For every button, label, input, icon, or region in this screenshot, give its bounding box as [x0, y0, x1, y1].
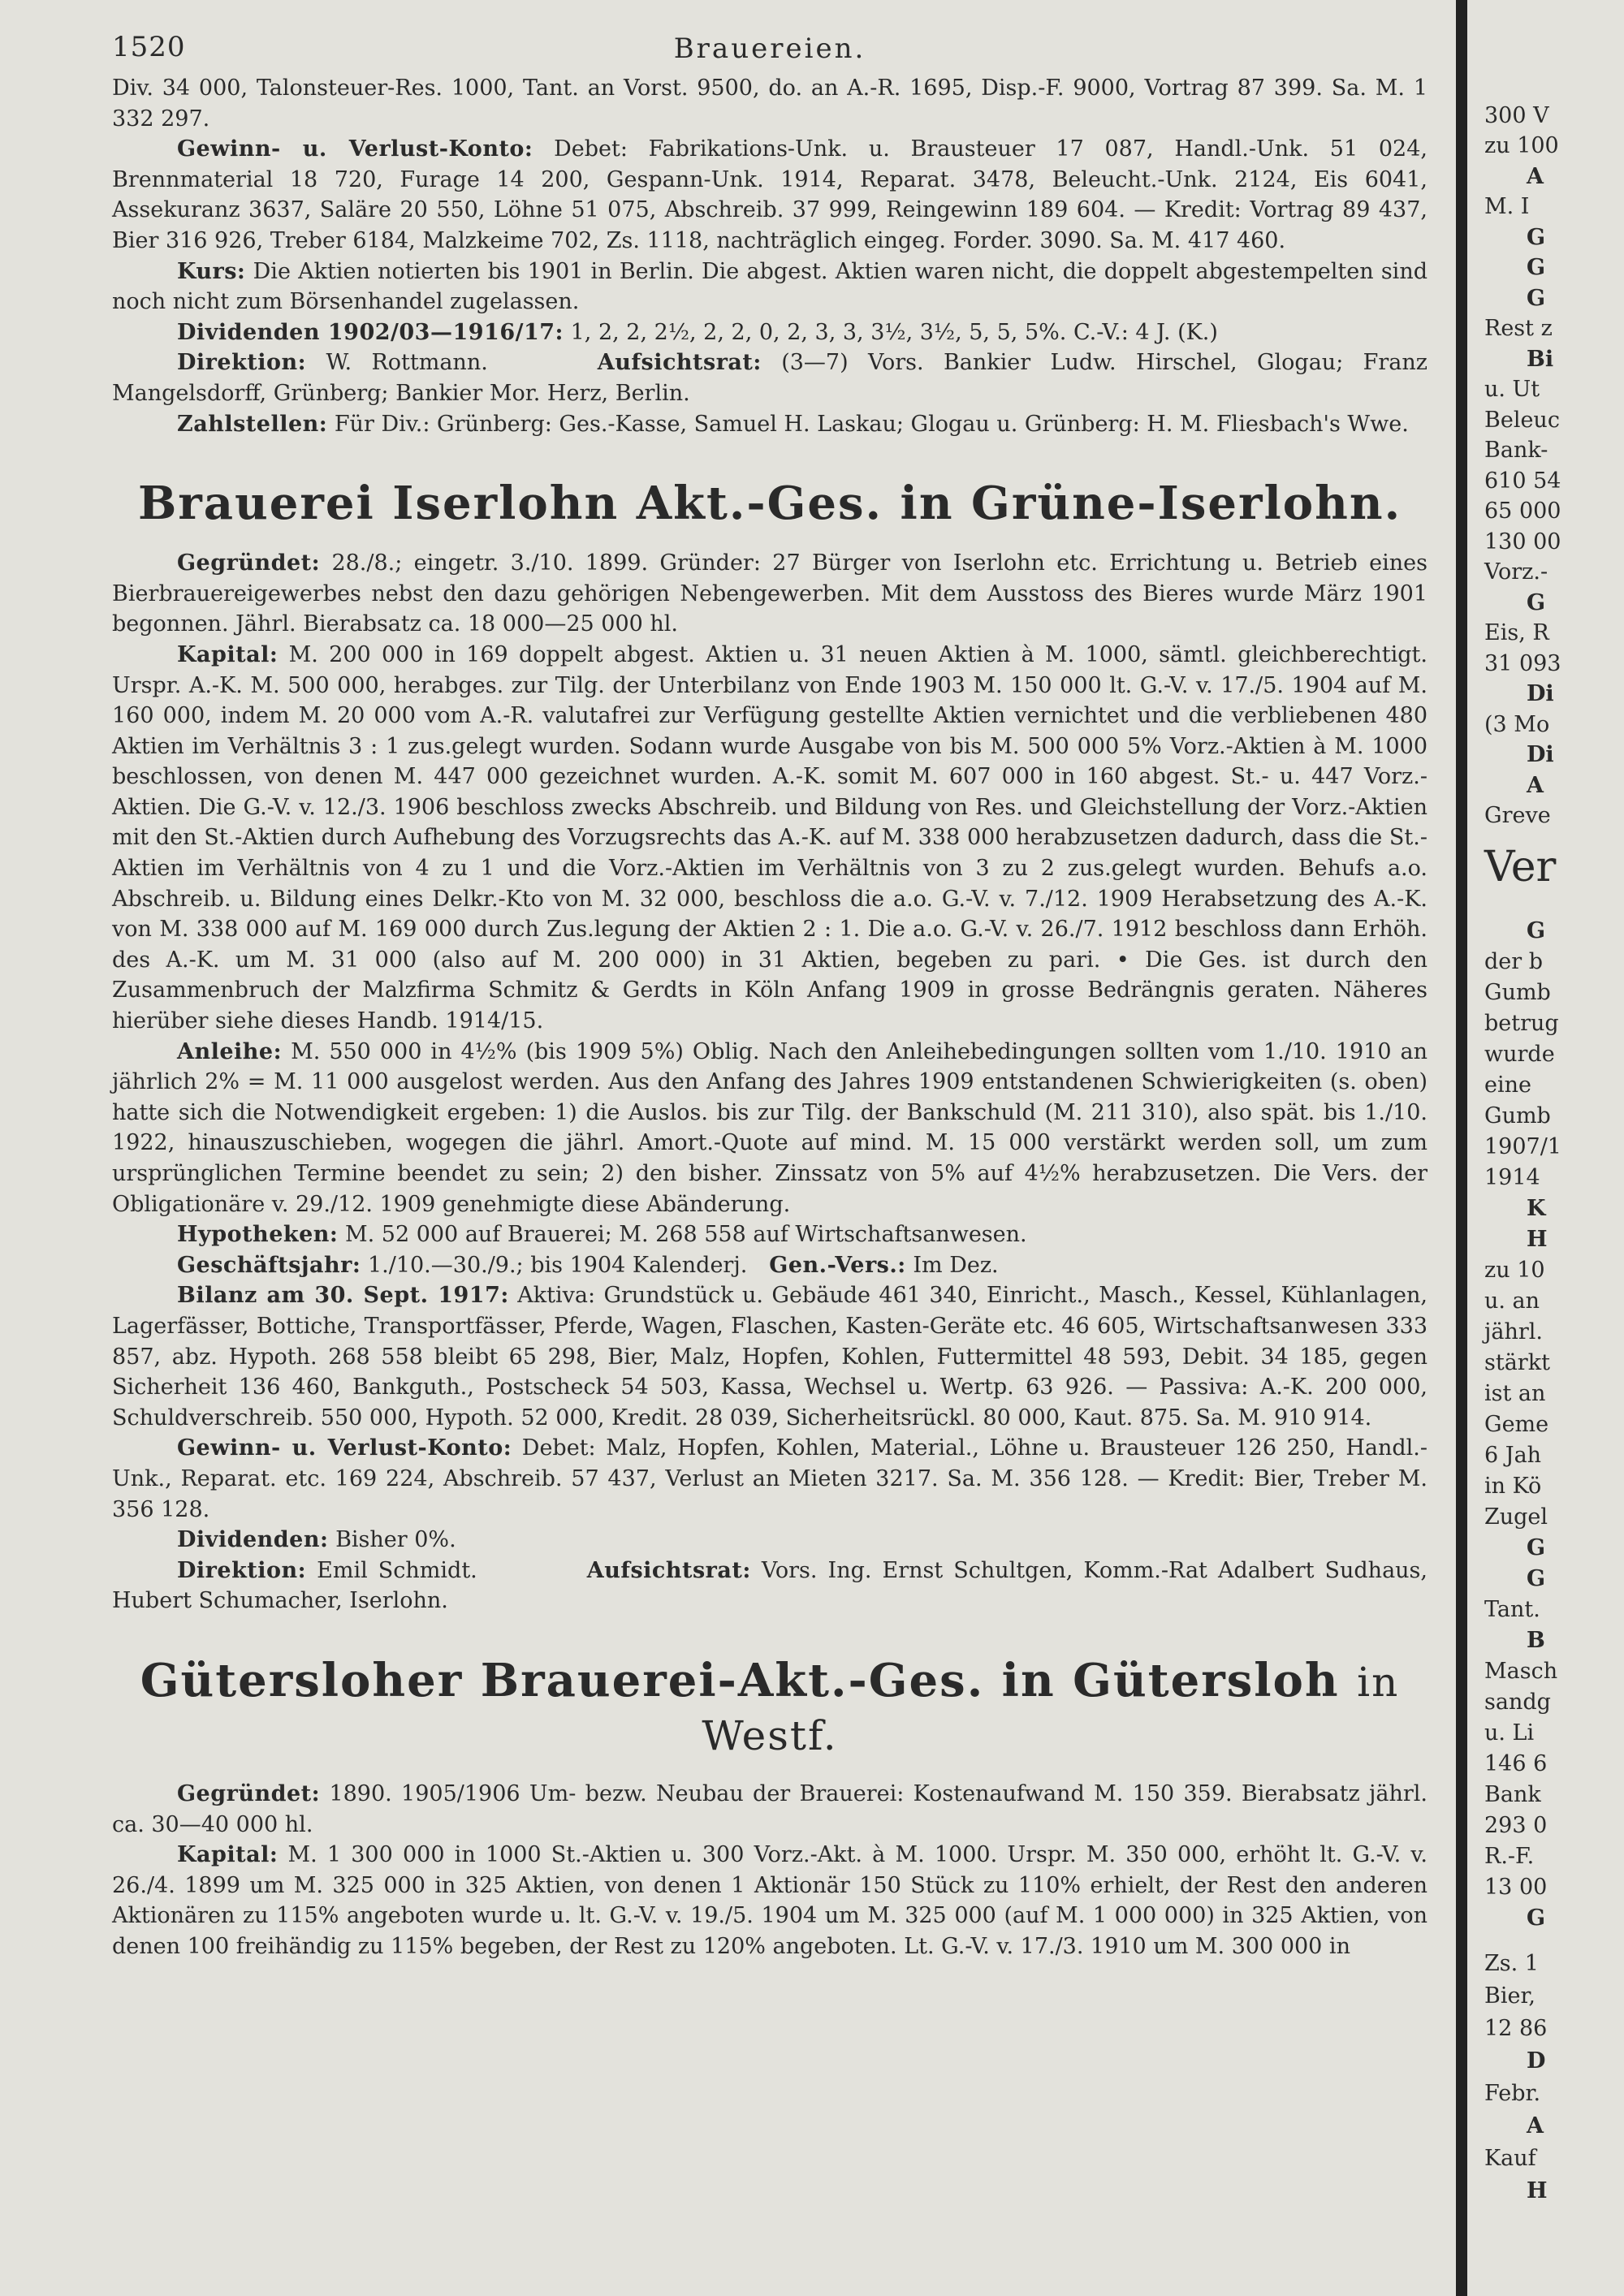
right-column-fragment: Zs. 1	[1484, 1951, 1539, 1976]
iserlohn-dividenden-text: Bisher 0%.	[335, 1527, 456, 1553]
right-column-fragment: 1914	[1484, 1165, 1540, 1190]
right-column-fragment: G	[1527, 1905, 1546, 1931]
guetersloh-title-main: Gütersloher Brauerei-Akt.-Ges. in Gütersloh	[140, 1653, 1340, 1707]
top-dividenden-text: 1, 2, 2, 2½, 2, 2, 0, 2, 3, 3, 3½, 3½, 5, 5, 5%. C.-V.: 4 J. (K.)	[570, 319, 1218, 345]
right-column-fragment: Kauf	[1484, 2146, 1536, 2171]
top-direktion-text: W. Rottmann.	[326, 350, 488, 376]
right-column-fragment: Bank	[1484, 1782, 1541, 1807]
right-column-fragment: G	[1527, 1566, 1546, 1591]
right-column-fragment: Gumb	[1484, 1103, 1551, 1129]
iserlohn-aufsichtsrat-label: Aufsichtsrat:	[586, 1557, 751, 1583]
iserlohn-bilanz-paragraph	[112, 1280, 1427, 1433]
top-dividenden-label: Dividenden 1902/03—1916/17:	[177, 319, 564, 345]
top-dividenden-paragraph	[112, 317, 1427, 348]
iserlohn-dividenden-label: Dividenden:	[177, 1527, 329, 1553]
right-column-fragment: Masch	[1484, 1659, 1558, 1684]
iserlohn-gegruendet-paragraph	[112, 548, 1427, 640]
guetersloh-gegruendet-text: 1890. 1905/1906 Um- bezw. Neubau der Brauerei: Kostenaufwand M. 150 359. Bierabsatz jährl. ca. 30—40 000 hl.	[112, 1780, 1428, 1837]
top-guv-paragraph	[112, 134, 1427, 256]
iserlohn-dividenden-paragraph	[112, 1525, 1427, 1556]
right-column-fragment: jährl.	[1484, 1319, 1543, 1344]
right-column-fragment: Tant.	[1484, 1597, 1540, 1622]
right-column-fragment: M. I	[1484, 194, 1530, 219]
iserlohn-hypotheken-paragraph	[112, 1219, 1427, 1250]
iserlohn-guv-text: Debet: Malz, Hopfen, Kohlen, Material., Löhne u. Brausteuer 126 250, Handl.-Unk., Reparat. etc. 169 224, Abschreib. 57 437, Verlust an Mieten 3217. Sa. M. 356 128. — Kredit: Bier, Treber M. 356 128.	[112, 1435, 1427, 1522]
right-column-fragment: Bank-	[1484, 438, 1548, 463]
top-kurs-text: Die Aktien notierten bis 1901 in Berlin. Die abgest. Aktien waren nicht, die doppelt abgestempelten sind noch nicht zum Börsenhandel zugelassen.	[112, 258, 1427, 315]
iserlohn-guv-label: Gewinn- u. Verlust-Konto:	[177, 1435, 512, 1461]
iserlohn-geschaeftsjahr-paragraph	[112, 1250, 1427, 1281]
right-column-fragment: H	[1527, 1227, 1548, 1252]
right-column-fragment: Di	[1527, 681, 1554, 706]
top-zahlstellen-label: Zahlstellen:	[177, 411, 328, 437]
right-column-fragment: in Kö	[1484, 1474, 1542, 1499]
right-column-fragment: G	[1527, 225, 1546, 250]
right-column-fragment: Geme	[1484, 1412, 1549, 1437]
right-column-fragment: der b	[1484, 949, 1544, 974]
guetersloh-title	[112, 1654, 1427, 1761]
top-guv-text: Debet: Fabrikations-Unk. u. Brausteuer 17 087, Handl.-Unk. 51 024, Brennmaterial 18 720, Furage 14 200, Gespann-Unk. 1914, Reparat. 3478, Beleucht.-Unk. 2124, Eis 6041, Assekuranz 3637, Saläre 20 550, Löhne 51 075, Abschreib. 37 999, Reingewinn 189 604. — Kredit: Vortrag 89 437, Bier 316 926, Treber 6184, Malzkeime 702, Zs. 1118, nachträglich eingeg. Forder. 3090. Sa. M. 417 460.	[112, 136, 1427, 253]
right-column-fragment: Vorz.-	[1484, 559, 1548, 585]
top-zahlstellen-text: Für Div.: Grünberg: Ges.-Kasse, Samuel H. Laskau; Glogau u. Grünberg: H. M. Fliesbach's Wwe.	[334, 411, 1409, 437]
iserlohn-gegruendet-text: 28./8.; eingetr. 3./10. 1899. Gründer: 27 Bürger von Iserlohn etc. Errichtung u. Betrieb eines Bierbrauereigewerbes nebst den dazu gehörigen Nebengewerben. Mit dem Ausstoss des Bieres wurde März 1901 begonnen. Jährl. Bierabsatz ca. 18 000—25 000 hl.	[112, 550, 1427, 637]
right-column-fragment: wurde	[1484, 1042, 1555, 1067]
column-divider	[1456, 0, 1467, 2296]
guetersloh-gegruendet-paragraph	[112, 1779, 1427, 1840]
right-column-fragment: G	[1527, 255, 1546, 280]
right-column-fragment: G	[1527, 590, 1546, 615]
top-div-line: Div. 34 000, Talonsteuer-Res. 1000, Tant. an Vorst. 9500, do. an A.-R. 1695, Disp.-F. 9000, Vortrag 87 399. Sa. M. 1 332 297.	[112, 76, 1427, 132]
running-head: Brauereien.	[673, 32, 866, 65]
right-column-fragment: 31 093	[1484, 651, 1561, 676]
iserlohn-anleihe-text: M. 550 000 in 4½% (bis 1909 5%) Oblig. Nach den Anleihebedingungen sollten vom 1./10. 1910 an jährlich 2% = M. 11 000 ausgelost werden. Aus den Anfang des Jahres 1909 entstandenen Schwierigkeiten (s. oben) hatte sich die Notwendigkeit ergeben: 1) die Auslos. bis zur Tilg. der Bankschuld (M. 211 310), also spät. bis 1./10. 1922, hinauszuschieben, wogegen die jährl. Amort.-Quote auf mind. M. 15 000 verstärkt werden soll, um zum ursprünglichen Termine beendet zu sein; 2) den bisher. Zinssatz von 5% auf 4½% herabzusetzen. Die Vers. der Obligationäre v. 29./12. 1909 genehmigte diese Abänderung.	[112, 1038, 1428, 1217]
top-aufsichtsrat-label: Aufsichtsrat:	[597, 350, 762, 376]
right-column-fragment: A	[1527, 164, 1544, 189]
right-column-fragment: Zugel	[1484, 1504, 1548, 1530]
right-column-fragment: 13 00	[1484, 1875, 1548, 1900]
right-column-fragment: Greve	[1484, 803, 1551, 828]
main-column	[112, 24, 1427, 1962]
right-column-fragment: Febr.	[1484, 2081, 1541, 2106]
iserlohn-kapital-paragraph	[112, 640, 1427, 1037]
right-column-fragment: u. Ut	[1484, 377, 1540, 402]
right-column-fragment: Eis, R	[1484, 620, 1549, 645]
right-column-fragment: stärkt	[1484, 1350, 1550, 1375]
right-column-fragment: u. an	[1484, 1288, 1540, 1314]
guetersloh-gegruendet-label: Gegründet:	[177, 1780, 321, 1806]
right-column-fragment: D	[1527, 2048, 1546, 2074]
right-column-fragment: R.-F.	[1484, 1844, 1535, 1869]
iserlohn-genvers-text: Im Dez.	[913, 1252, 999, 1278]
right-column-fragment: Rest z	[1484, 316, 1553, 341]
iserlohn-bilanz-label: Bilanz am 30. Sept. 1917:	[177, 1283, 509, 1309]
right-column-fragment: 610 54	[1484, 468, 1561, 494]
iserlohn-anleihe-label: Anleihe:	[177, 1038, 283, 1064]
iserlohn-direktion-text: Emil Schmidt.	[317, 1557, 477, 1583]
top-kurs-label: Kurs:	[177, 258, 246, 284]
page-header	[112, 24, 1427, 73]
guetersloh-title-small: in Westf.	[702, 1658, 1400, 1759]
right-column-fragment: G	[1527, 286, 1546, 311]
right-column-fragment: Di	[1527, 742, 1554, 767]
right-column-fragment: Gumb	[1484, 980, 1551, 1005]
top-guv-label: Gewinn- u. Verlust-Konto:	[177, 136, 533, 162]
guetersloh-kapital-paragraph	[112, 1840, 1427, 1962]
right-column-fragment: sandg	[1484, 1690, 1551, 1715]
right-column-fragment: K	[1527, 1196, 1546, 1221]
top-kurs-paragraph	[112, 257, 1427, 317]
right-column-fragment: ist an	[1484, 1381, 1546, 1406]
right-column-fragment: Ver	[1484, 843, 1557, 891]
right-column-fragment: H	[1527, 2178, 1548, 2203]
iserlohn-geschaeftsjahr-text: 1./10.—30./9.; bis 1904 Kalenderj.	[367, 1252, 748, 1278]
right-column-fragment: A	[1527, 2113, 1544, 2138]
right-column-fragment: zu 10	[1484, 1258, 1545, 1283]
right-column-fragment: Bier,	[1484, 1983, 1535, 2009]
right-column-fragment: zu 100	[1484, 133, 1559, 158]
right-column-fragment: 293 0	[1484, 1813, 1548, 1838]
iserlohn-anleihe-paragraph	[112, 1037, 1427, 1220]
iserlohn-genvers-label: Gen.-Vers.:	[769, 1252, 906, 1278]
right-column-fragment: 1907/1	[1484, 1134, 1561, 1159]
right-column-fragment: Beleuc	[1484, 408, 1560, 433]
right-column-fragments	[1478, 0, 1624, 2296]
guetersloh-kapital-label: Kapital:	[177, 1842, 279, 1868]
right-column-fragment: G	[1527, 1535, 1546, 1560]
right-column-fragment: A	[1527, 773, 1544, 798]
iserlohn-bilanz-text: Aktiva: Grundstück u. Gebäude 461 340, Einricht., Masch., Kessel, Kühlanlagen, Lagerfässer, Bottiche, Transportfässer, Pferde, Wagen, Flaschen, Kasten-Geräte etc. 46 605, Wirtschaftsanwesen 333 857, abz. Hypoth. 268 558 bleibt 65 298, Bier, Malz, Hopfen, Kohlen, Futtermittel 48 593, Debit. 34 185, gegen Sicherheit 136 460, Bankguth., Postscheck 54 503, Kassa, Wechsel u. Wertp. 63 926. — Passiva: A.-K. 200 000, Schuldverschreib. 550 000, Hypoth. 52 000, Kredit. 28 039, Sicherheitsrückl. 80 000, Kaut. 875. Sa. M. 910 914.	[112, 1283, 1427, 1431]
right-column-fragment: betrug	[1484, 1011, 1559, 1036]
right-column-fragment: (3 Mo	[1484, 712, 1550, 737]
iserlohn-guv-paragraph	[112, 1433, 1427, 1525]
iserlohn-title: Brauerei Iserlohn Akt.-Ges. in Grüne-Iserlohn.	[137, 477, 1402, 531]
iserlohn-kapital-label: Kapital:	[177, 641, 279, 667]
right-column-fragment: 300 V	[1484, 103, 1549, 128]
right-column-fragment: u. Li	[1484, 1720, 1535, 1746]
iserlohn-gegruendet-label: Gegründet:	[177, 550, 321, 576]
right-column-fragment: 6 Jah	[1484, 1443, 1542, 1468]
top-aufsichtsrat-text: (3—7) Vors. Bankier Ludw. Hirschel, Glogau; Franz Mangelsdorff, Grünberg; Bankier Mor. Herz, Berlin.	[112, 350, 1427, 406]
right-column-fragment: Bi	[1527, 347, 1554, 372]
guetersloh-kapital-text: M. 1 300 000 in 1000 St.-Aktien u. 300 Vorz.-Akt. à M. 1000. Urspr. M. 350 000, erhöht lt. G.-V. v. 26./4. 1899 um M. 325 000 in 325 Aktien, von denen 1 Aktionär 150 Stück zu 110% erhielt, der Rest den anderen Aktionären zu 115% angeboten wurde u. lt. G.-V. v. 19./5. 1904 um M. 325 000 (auf M. 1 000 000) in 325 Aktien, von denen 100 freihändig zu 115% begeben, der Rest zu 120% angeboten. Lt. G.-V. v. 17./3. 1910 um M. 300 000 in	[112, 1842, 1427, 1959]
iserlohn-direktion-label: Direktion:	[177, 1557, 307, 1583]
iserlohn-geschaeftsjahr-label: Geschäftsjahr:	[177, 1252, 361, 1278]
right-column-fragment: 65 000	[1484, 498, 1561, 524]
iserlohn-aufsichtsrat-text: Vors. Ing. Ernst Schultgen, Komm.-Rat Adalbert Sudhaus, Hubert Schumacher, Iserlohn.	[112, 1557, 1427, 1614]
iserlohn-kapital-text: M. 200 000 in 169 doppelt abgest. Aktien u. 31 neuen Aktien à M. 1000, sämtl. gleichberechtigt. Urspr. A.-K. M. 500 000, herabges. zur Tilg. der Unterbilanz von Ende 1903 M. 150 000 lt. G.-V. v. 17./5. 1904 auf M. 160 000, indem M. 20 000 vom A.-R. valutafrei zur Verfügung gestellte Aktien vernichtet und die verbliebenen 480 Aktien im Verhältnis 3 : 1 zus.gelegt wurden. Sodann wurde Ausgabe von bis M. 500 000 5% Vorz.-Aktien à M. 1000 beschlossen, von denen M. 447 000 gezeichnet wurden. A.-K. somit M. 607 000 in 160 abgest. St.- u. 447 Vorz.-Aktien. Die G.-V. v. 12./3. 1906 beschloss zwecks Abschreib. und Bildung von Res. und Gleichstellung der Vorz.-Aktien mit den St.-Aktien durch Aufhebung des Vorzugsrechts das A.-K. auf M. 338 000 herabzusetzen dadurch, dass die St.-Aktien im Verhältnis von 4 zu 1 und die Vorz.-Aktien im Verhältnis von 3 zu 2 zus.gelegt wurden. Behufs a.o. Abschreib. u. Bildung eines Delkr.-Kto von M. 32 000, beschloss die a.o. G.-V. v. 7./12. 1909 Herabsetzung des A.-K. von M. 338 000 auf M. 169 000 durch Zus.legung der Aktien 2 : 1. Die a.o. G.-V. v. 26./7. 1912 beschloss dann Erhöh. des A.-K. um M. 31 000 (also auf M. 200 000) in 31 Aktien, begeben zu pari. • Die Ges. ist durch den Zusammenbruch der Malzfirma Schmitz & Gerdts in Köln Anfang 1909 in grosse Bedrängnis geraten. Näheres hierüber siehe dieses Handb. 1914/15.	[112, 641, 1427, 1034]
right-column-fragment: eine	[1484, 1072, 1531, 1098]
iserlohn-hypotheken-text: M. 52 000 auf Brauerei; M. 268 558 auf Wirtschaftsanwesen.	[344, 1222, 1027, 1248]
right-column-fragment: 12 86	[1484, 2016, 1548, 2041]
iserlohn-direktion-paragraph	[112, 1556, 1427, 1616]
top-zahlstellen-paragraph	[112, 409, 1427, 440]
right-column-fragment: 130 00	[1484, 529, 1561, 555]
right-column-fragment: G	[1527, 918, 1546, 943]
top-direktion-label: Direktion:	[177, 350, 307, 376]
top-direktion-paragraph	[112, 347, 1427, 408]
iserlohn-hypotheken-label: Hypotheken:	[177, 1222, 339, 1248]
page-number: 1520	[112, 31, 186, 63]
right-column-fragment: 146 6	[1484, 1751, 1548, 1776]
right-column-fragment: B	[1527, 1628, 1545, 1653]
